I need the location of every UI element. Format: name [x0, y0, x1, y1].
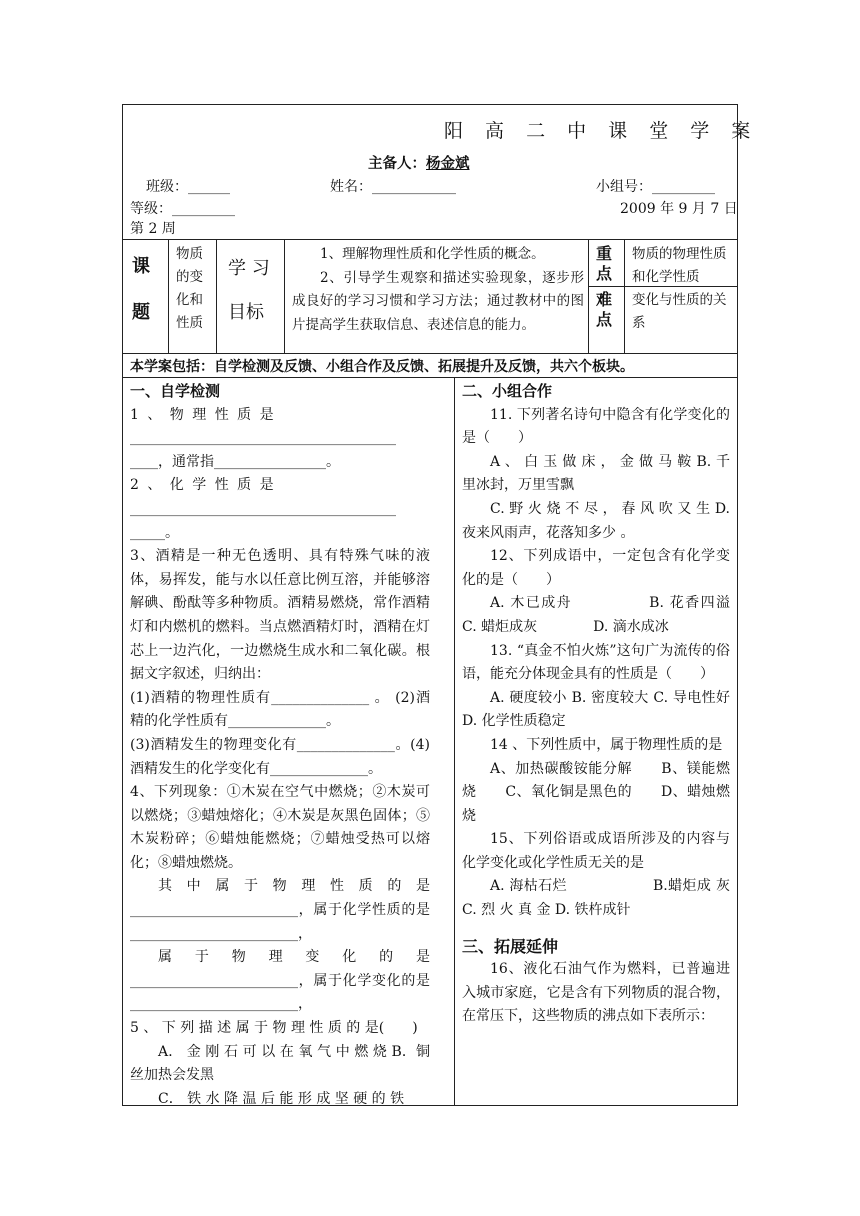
difficulty-value: 变化与性质的关系 — [632, 292, 727, 331]
question-text: 12、下列成语中，一定包含有化学变化的是（ ） — [462, 548, 730, 588]
option-text: A. 木已成舟 B. 花香四溢 C. 蜡炬成灰 D. 滴水成冰 — [462, 595, 758, 635]
goal-item: 1、理解物理性质和化学性质的概念。 — [320, 246, 545, 262]
difficulty-label-char: 难 — [596, 290, 613, 309]
question-text: 11. 下列著名诗句中隐含有化学变化的是（ ） — [462, 406, 730, 447]
group-field: 小组号：_________ — [596, 179, 715, 195]
topic-label: 课 — [132, 256, 150, 277]
question-text: 5 、 下 列 描 述 属 于 物 理 性 质 的 是( ) — [130, 1020, 418, 1037]
grade-field: 等级：_________ — [130, 201, 235, 217]
divider — [624, 239, 625, 353]
name-field: 姓名：____________ — [330, 179, 456, 195]
group-work-section — [462, 380, 814, 1029]
option-text: A. 海枯石烂 B.蜡炬成 灰 C. 烈 火 真 金 D. 铁杵成针 — [462, 878, 814, 919]
section-heading: 一、自学检测 — [130, 382, 221, 400]
preparer-label: 主备人： — [368, 156, 426, 172]
divider — [588, 239, 589, 353]
option-text: A． 金 刚 石 可 以 在 氧 气 中 燃 烧 B．铜丝加热会发黑 — [130, 1043, 430, 1084]
topic-label: 题 — [132, 302, 150, 323]
question-text: 4、下列现象：①木炭在空气中燃烧；②木炭可以燃烧；③蜡烛熔化；④木炭是灰黑色固体；⑤木炭粉碎；⑥蜡烛能燃烧；⑦蜡烛受热可以熔化；⑧蜡烛燃烧。 — [130, 784, 430, 871]
question-text: 3、酒精是一种无色透明、具有特殊气味的液体，易挥发，能与水以任意比例互溶，并能够溶解碘、酚酞等多种物质。酒精易燃烧，常作酒精灯和内燃机的燃料。当点燃酒精灯时，酒精在灯芯上一边汽化，一边燃烧生成水和二氧化碳。根据文字叙述，归纳出： — [130, 548, 430, 683]
preparer-name: 杨金斌 — [426, 156, 470, 172]
option-text: C. 野 火 烧 不 尽 ， 春 风 吹 又 生 D. 夜来风雨声，花落知多少 。 — [462, 500, 730, 541]
question-text: 1 、 物 理 性 质 是 — [130, 406, 276, 423]
page-title: 阳 高 二 中 课 堂 学 案 — [444, 120, 759, 142]
goal-item: 2、引导学生观察和描述实验现象，逐步形成良好的学习习惯和学习方法；通过教材中的图片提高学生获取信息、表述信息的能力。 — [292, 269, 584, 333]
preparer — [368, 152, 470, 173]
question-text: 15、下列俗语或成语所涉及的内容与化学变化或化学性质无关的是 — [462, 831, 730, 871]
divider — [122, 353, 738, 354]
key-label-char: 点 — [596, 264, 613, 283]
answer-blank: ______________________________________ — [130, 430, 396, 447]
question-text: 其 中 属 于 物 理 性 质 的 是________________________，属于化学性质的是________________________， — [130, 878, 430, 942]
option-text: A、加热碳酸铵能分解 B、镁能燃烧 C、氧化铜是黑色的 D、蜡烛燃烧 — [462, 760, 730, 824]
week: 第 2 周 — [130, 221, 176, 237]
option-text: A 、 白 玉 做 床 ， 金 做 马 鞍 B. 千里冰封，万里雪飘 — [462, 453, 730, 494]
key-label-char: 重 — [596, 244, 613, 263]
question-text: 14 、下列性质中，属于物理性质的是 — [490, 736, 723, 753]
divider — [216, 239, 217, 353]
option-text: C． 铁 水 降 温 后 能 形 成 坚 硬 的 铁 — [158, 1090, 405, 1107]
goal-label: 学 习 — [228, 258, 270, 279]
goal-label: 目标 — [228, 302, 264, 323]
spacer — [462, 923, 730, 935]
question-text: 2 、 化 学 性 质 是 — [130, 477, 276, 494]
divider — [122, 239, 738, 240]
divider — [168, 239, 169, 353]
difficulty-label-char: 点 — [596, 310, 613, 329]
column-divider — [454, 377, 455, 1106]
answer-blank: ______________________________________ — [130, 500, 396, 517]
question-text: 属 于 物 理 变 化 的 是________________________，属于化学变化的是________________________， — [130, 949, 430, 1013]
question-text: ____，通常指________________。 — [130, 453, 340, 470]
question-text: _____。 — [130, 524, 179, 541]
option-text: A. 硬度较小 B. 密度较大 C. 导电性好 D. 化学性质稳定 — [462, 689, 730, 730]
section-heading: 三、拓展延伸 — [462, 936, 559, 956]
date: 2009 年 9 月 7 日 — [620, 201, 738, 217]
key-label — [596, 244, 612, 284]
self-check-section — [130, 380, 430, 1111]
topic-value: 物质的变化和性质 — [176, 246, 203, 331]
question-text: 13. “真金不怕火炼”这句广为流传的俗语，能充分体现金具有的性质是（ ） — [462, 642, 730, 683]
question-text: (1)酒精的物理性质有______________ 。 (2)酒精的化学性质有______________。 — [130, 689, 430, 730]
section-heading: 二、小组合作 — [462, 382, 553, 400]
goal-list — [292, 243, 584, 337]
difficulty-label — [596, 290, 612, 330]
divider — [122, 377, 738, 378]
key-value: 物质的物理性质和化学性质 — [632, 246, 727, 285]
divider — [284, 239, 285, 353]
class-field: 班级：______ — [146, 179, 230, 195]
question-text: (3)酒精发生的物理变化有______________。(4)酒精发生的化学变化有______________。 — [130, 736, 430, 777]
summary: 本学案包括：自学检测及反馈、小组合作及反馈、拓展提升及反馈，共六个板块。 — [130, 359, 634, 375]
question-text: 16、液化石油气作为燃料，已普遍进入城市家庭，它是含有下列物质的混合物，在常压下，这些物质的沸点如下表所示： — [462, 961, 730, 1025]
